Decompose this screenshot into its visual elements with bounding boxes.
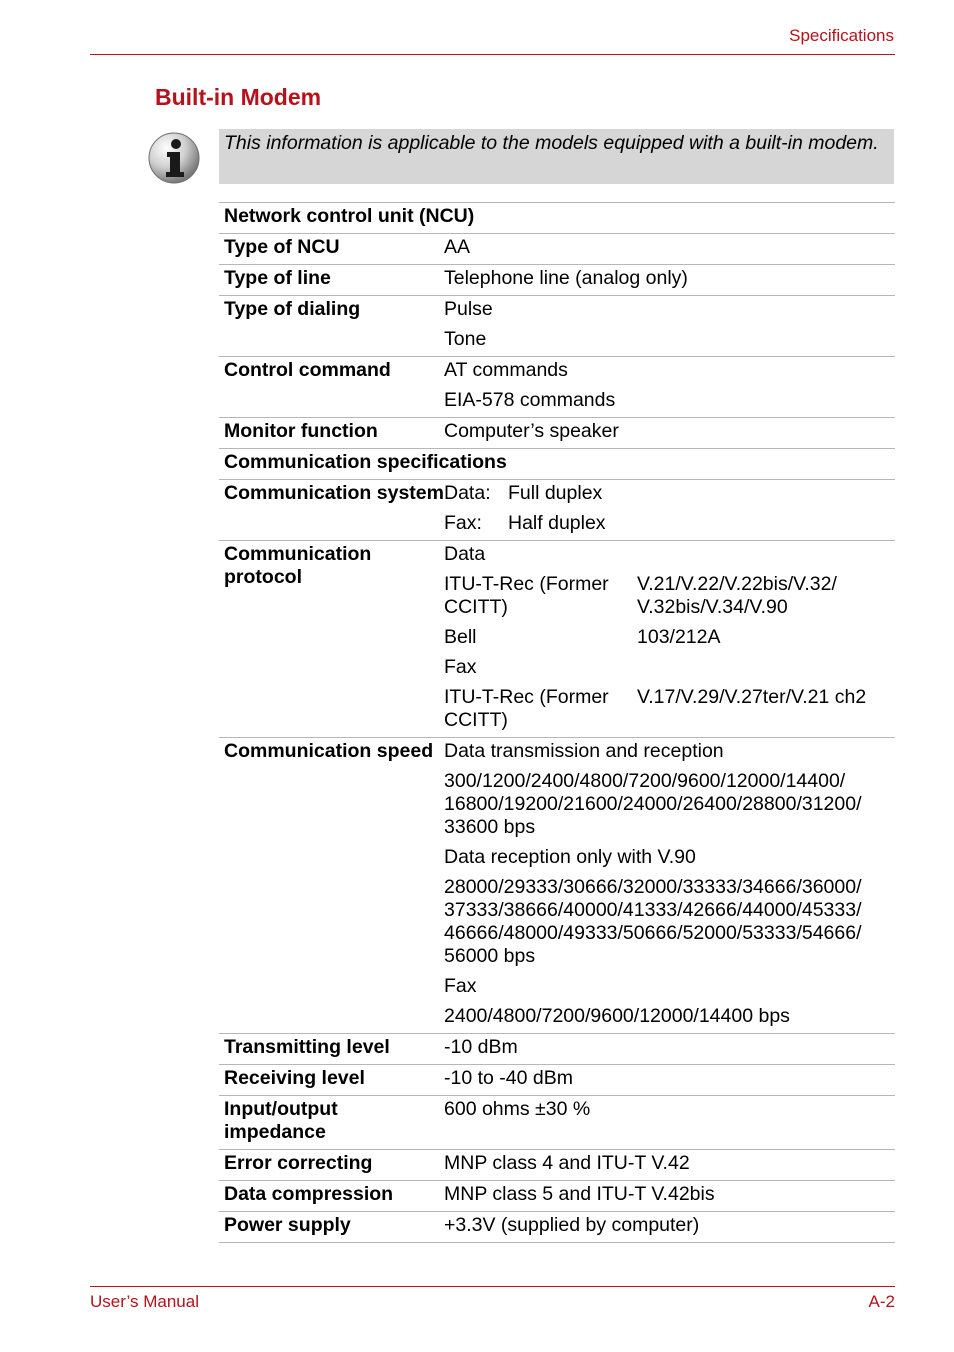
ncu-heading: Network control unit (NCU) [219,202,895,233]
header-rule [90,54,895,55]
spec-value-line: Tone [444,328,487,350]
spec-label: Communication protocol [224,543,372,588]
footer-manual-title: User’s Manual [90,1292,199,1311]
system-data-value: Full duplex [508,482,603,504]
spec-value-line: Pulse [444,298,493,320]
speed-line: 2400/4800/7200/9600/12000/14400 bps [444,1005,790,1027]
footer-rule [90,1286,895,1287]
system-data-line [444,482,895,505]
speed-line: 28000/29333/30666/32000/33333/34666/36000/ 37333/38666/40000/41333/42666/44000/45333/ 46666/48000/49333/50666/52000/53333/54666/ 56000 bps [444,876,862,967]
spec-value: Computer’s speaker [444,420,619,442]
page-number: A-2 [868,1292,895,1311]
spec-row-error-correcting [219,1149,895,1180]
protocol-itu-data [444,573,895,619]
protocol-modes: 103/212A [637,626,721,648]
protocol-bell [444,626,895,649]
spec-row-comm-system [219,479,895,540]
spec-value-line: AT commands [444,359,568,381]
spec-label: Type of line [224,267,331,289]
speed-line: Fax [444,975,477,997]
spec-value [444,740,895,1028]
spec-label: Monitor function [224,420,378,442]
comm-heading: Communication specifications [219,448,895,479]
spec-row-data-compression [219,1180,895,1211]
spec-label: Power supply [224,1214,351,1236]
spec-label: Control command [224,359,391,381]
system-fax-value: Half duplex [508,512,606,534]
spec-row-monitor-function [219,417,895,448]
spec-value: MNP class 5 and ITU-T V.42bis [444,1183,715,1205]
spec-row-comm-speed [219,737,895,1033]
spec-label: Transmitting level [224,1036,390,1058]
system-data-key: Data: [444,482,491,504]
spec-row-control-command [219,356,895,417]
info-icon [147,131,201,185]
spec-row-receiving-level [219,1064,895,1095]
spec-value: MNP class 4 and ITU-T V.42 [444,1152,690,1174]
spec-row-power-supply [219,1211,895,1243]
system-fax-key: Fax: [444,512,482,534]
spec-value [444,359,895,412]
modem-spec-table [219,202,895,1243]
spec-value: +3.3V (supplied by computer) [444,1214,700,1236]
spec-value: 600 ohms ±30 % [444,1098,591,1120]
spec-value [444,298,895,351]
spec-row-type-dialing [219,295,895,356]
spec-row-impedance [219,1095,895,1149]
protocol-standard: Bell [444,626,477,648]
system-fax-line [444,512,895,535]
spec-label: Receiving level [224,1067,365,1089]
info-note: This information is applicable to the models equipped with a built-in modem. [219,129,894,184]
spec-value: -10 dBm [444,1036,518,1058]
spec-label: Type of NCU [224,236,340,258]
spec-row-type-line [219,264,895,295]
spec-value [444,482,895,535]
spec-label: Input/output impedance [224,1098,338,1143]
spec-label: Communication speed [224,740,434,762]
section-title: Built-in Modem [155,84,322,110]
protocol-fax-heading: Fax [444,656,477,678]
protocol-itu-fax [444,686,895,732]
spec-row-transmitting-level [219,1033,895,1064]
spec-label: Communication system [224,482,444,504]
protocol-modes: V.17/V.29/V.27ter/V.21 ch2 [637,686,867,708]
speed-line: 300/1200/2400/4800/7200/9600/12000/14400/ 16800/19200/21600/24000/26400/28800/31200/ 33600 bps [444,770,862,838]
spec-label: Type of dialing [224,298,361,320]
protocol-modes: V.21/V.22/V.22bis/V.32/ V.32bis/V.34/V.90 [637,573,837,618]
protocol-data-heading: Data [444,543,486,565]
spec-row-comm-protocol [219,540,895,737]
spec-row-type-ncu [219,233,895,264]
protocol-standard: ITU-T-Rec (Former CCITT) [444,686,609,731]
speed-line: Data transmission and reception [444,740,724,762]
protocol-standard: ITU-T-Rec (Former CCITT) [444,573,609,618]
spec-value [444,543,895,732]
spec-value: AA [444,236,471,258]
spec-label: Data compression [224,1183,394,1205]
running-header: Specifications [789,26,894,45]
speed-line: Data reception only with V.90 [444,846,696,868]
spec-value: -10 to -40 dBm [444,1067,573,1089]
spec-value: Telephone line (analog only) [444,267,688,289]
spec-value-line: EIA-578 commands [444,389,616,411]
spec-label: Error correcting [224,1152,373,1174]
